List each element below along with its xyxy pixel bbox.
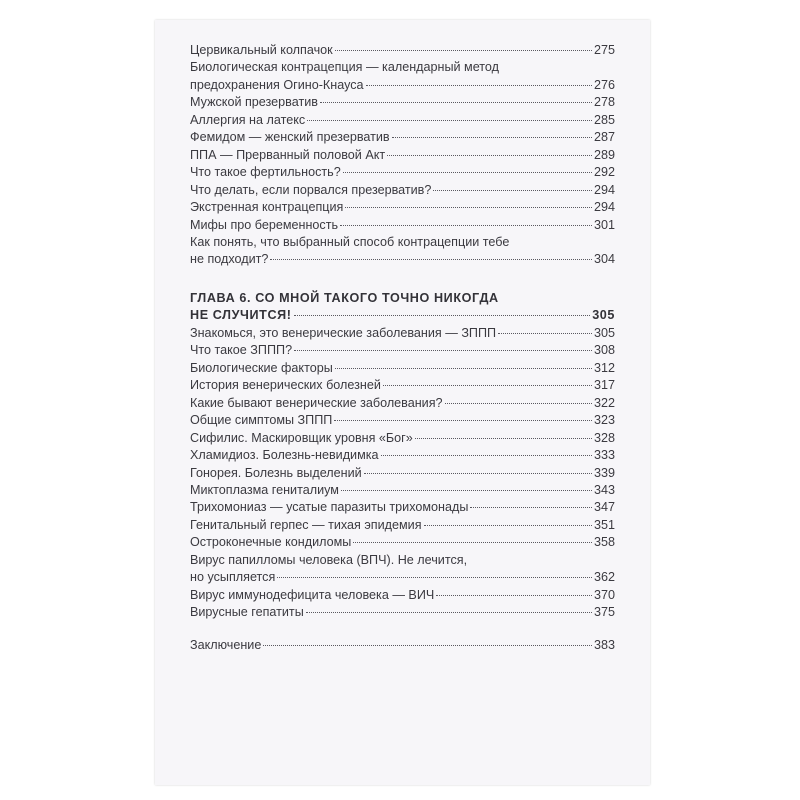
toc-page-number: 278 xyxy=(593,95,615,110)
toc-entry-title: не подходит? xyxy=(190,252,269,267)
toc-page-number: 289 xyxy=(593,147,615,162)
toc-entry-title: Что такое фертильность? xyxy=(190,165,341,180)
toc-page-number: 317 xyxy=(593,378,615,393)
toc-entry-title: Вирусные гепатиты xyxy=(190,605,304,620)
toc-page-number: 322 xyxy=(593,395,615,410)
dot-leader xyxy=(415,438,592,439)
toc-entry xyxy=(190,394,615,412)
toc-entry-title: но усыпляется xyxy=(190,570,276,585)
toc-entry-title: Какие бывают венерические заболевания? xyxy=(190,395,443,410)
toc-entry-title: Цервикальный колпачок xyxy=(190,43,333,57)
toc-entry-title: НЕ СЛУЧИТСЯ! xyxy=(190,308,292,323)
toc-page-number: 275 xyxy=(593,43,615,57)
dot-leader xyxy=(387,155,592,156)
toc-page-number: 308 xyxy=(593,343,615,358)
toc-entry xyxy=(190,446,615,464)
toc-entry-text: Биологическая контрацепция — календарный метод xyxy=(190,60,500,75)
dot-leader xyxy=(498,333,592,334)
dot-leader xyxy=(445,403,592,404)
toc-entry-title: Гонорея. Болезнь выделений xyxy=(190,465,362,480)
toc-page-number: 312 xyxy=(593,360,615,375)
toc-page-number: 347 xyxy=(593,500,615,515)
toc-page-number: 370 xyxy=(593,587,615,602)
dot-leader xyxy=(294,315,591,316)
toc-entry-title: Аллергия на латекс xyxy=(190,112,306,127)
toc-page-number: 339 xyxy=(593,465,615,480)
toc-entry-title: Общие симптомы ЗППП xyxy=(190,413,333,428)
toc-entry xyxy=(190,341,615,359)
dot-leader xyxy=(366,85,592,86)
toc-entry-title: предохранения Огино-Кнауса xyxy=(190,77,364,92)
toc-page-number: 375 xyxy=(593,605,615,620)
dot-leader xyxy=(345,207,592,208)
toc-page-number: 351 xyxy=(593,517,615,532)
toc-entry xyxy=(190,376,615,394)
toc-page-number: 343 xyxy=(593,482,615,497)
dot-leader xyxy=(340,225,592,226)
toc-entry-title: Миктоплазма гениталиум xyxy=(190,482,339,497)
toc-page-number: 294 xyxy=(593,182,615,197)
dot-leader xyxy=(341,490,592,491)
toc-entry xyxy=(190,41,615,59)
toc-entry-title: Что делать, если порвался презерватив? xyxy=(190,182,432,197)
toc-page-number: 328 xyxy=(593,430,615,445)
chapter-heading: ГЛАВА 6. СО МНОЙ ТАКОГО ТОЧНО НИКОГДА xyxy=(190,291,499,305)
toc-entry-title: Фемидом — женский презерватив xyxy=(190,130,390,145)
dot-leader xyxy=(320,102,592,103)
toc-entry-title: История венерических болезней xyxy=(190,378,381,393)
toc-page-number: 292 xyxy=(593,165,615,180)
toc-entry xyxy=(190,146,615,164)
dot-leader xyxy=(277,577,592,578)
dot-leader xyxy=(433,190,592,191)
toc-entry-text: Вирус папилломы человека (ВПЧ). Не лечится, xyxy=(190,552,468,567)
toc-entry-title: Мужской презерватив xyxy=(190,95,318,110)
toc-entry-text: Как понять, что выбранный способ контрацепции тебе xyxy=(190,234,510,249)
toc-entry xyxy=(190,76,615,94)
toc-entry xyxy=(190,163,615,181)
toc-entry xyxy=(190,516,615,534)
dot-leader xyxy=(343,172,592,173)
toc-entry-title: Знакомься, это венерические заболевания — ЗППП xyxy=(190,325,497,340)
toc-page-number: 383 xyxy=(593,638,615,652)
dot-leader xyxy=(334,420,592,421)
table-of-contents xyxy=(190,0,615,800)
toc-entry xyxy=(190,359,615,377)
toc-entry-title: Экстренная контрацепция xyxy=(190,200,344,215)
toc-entry xyxy=(190,181,615,199)
toc-page-number: 305 xyxy=(593,325,615,340)
dot-leader xyxy=(392,137,592,138)
toc-entry xyxy=(190,250,615,268)
toc-entry xyxy=(190,411,615,429)
toc-page-number: 305 xyxy=(592,308,615,323)
toc-entry xyxy=(190,216,615,234)
dot-leader xyxy=(424,525,592,526)
toc-entry xyxy=(190,93,615,111)
toc-entry-title: Хламидиоз. Болезнь-невидимка xyxy=(190,448,379,463)
toc-entry-title: Трихомониаз — усатые паразиты трихомонады xyxy=(190,500,469,515)
dot-leader xyxy=(364,473,592,474)
dot-leader xyxy=(270,259,592,260)
dot-leader xyxy=(335,368,592,369)
toc-page-number: 362 xyxy=(593,570,615,585)
dot-leader xyxy=(307,120,592,121)
toc-page-number: 276 xyxy=(593,77,615,92)
toc-entry-title: Генитальный герпес — тихая эпидемия xyxy=(190,517,422,532)
toc-page-number: 294 xyxy=(593,200,615,215)
toc-entry-title: Остроконечные кондиломы xyxy=(190,535,352,550)
toc-entry-title: ППА — Прерванный половой Акт xyxy=(190,147,386,162)
toc-entry xyxy=(190,429,615,447)
toc-entry xyxy=(190,481,615,499)
toc-entry xyxy=(190,603,615,621)
dot-leader xyxy=(306,612,592,613)
toc-entry xyxy=(190,498,615,516)
dot-leader xyxy=(381,455,592,456)
toc-entry-title: Биологические факторы xyxy=(190,360,333,375)
toc-entry xyxy=(190,198,615,216)
toc-entry-title: Что такое ЗППП? xyxy=(190,343,293,358)
toc-entry xyxy=(190,128,615,146)
toc-entry xyxy=(190,464,615,482)
toc-entry xyxy=(190,568,615,586)
toc-page-number: 358 xyxy=(593,535,615,550)
dot-leader xyxy=(383,385,592,386)
toc-page-number: 333 xyxy=(593,448,615,463)
toc-entry xyxy=(190,586,615,604)
toc-entry-title: Вирус иммунодефицита человека — ВИЧ xyxy=(190,587,435,602)
toc-entry xyxy=(190,324,615,342)
dot-leader xyxy=(470,507,592,508)
toc-entry xyxy=(190,111,615,129)
toc-page-number: 301 xyxy=(593,217,615,232)
toc-page-number: 287 xyxy=(593,130,615,145)
toc-entry-title: Мифы про беременность xyxy=(190,217,339,232)
toc-page-number: 323 xyxy=(593,413,615,428)
toc-page-number: 304 xyxy=(593,252,615,267)
toc-entry xyxy=(190,306,615,324)
dot-leader xyxy=(294,350,592,351)
toc-entry xyxy=(190,636,615,654)
toc-page-number: 285 xyxy=(593,112,615,127)
dot-leader xyxy=(353,542,592,543)
dot-leader xyxy=(335,50,592,51)
toc-entry-title: Заключение xyxy=(190,638,262,652)
toc-entry xyxy=(190,533,615,551)
dot-leader xyxy=(436,595,592,596)
dot-leader xyxy=(263,645,592,646)
toc-entry-title: Сифилис. Маскировщик уровня «Бог» xyxy=(190,430,413,445)
